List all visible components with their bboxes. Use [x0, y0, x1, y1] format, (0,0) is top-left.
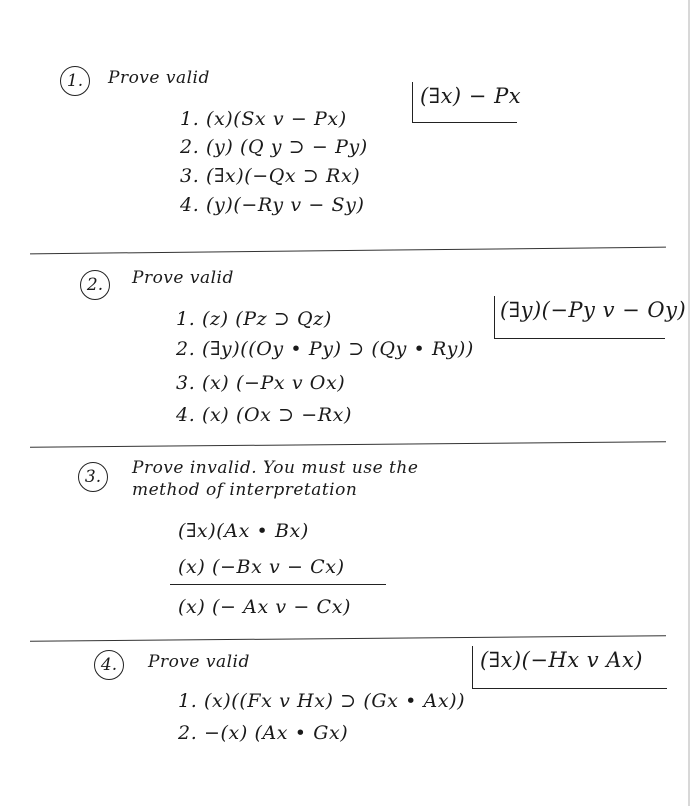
- problem-2-premise-2: 2. (∃y)((Oy • Py) ⊃ (Qy • Ry)): [176, 338, 474, 360]
- problem-3-conclusion: (x) (− Ax v − Cx): [178, 596, 352, 618]
- problem-2-premise-3: 3. (x) (−Px v Ox): [176, 372, 346, 394]
- problem-2-heading: Prove valid: [132, 268, 234, 288]
- problem-1-premise-4: 4. (y)(−Ry v − Sy): [180, 194, 365, 216]
- problem-3-heading-line-1: Prove invalid. You must use the: [132, 458, 419, 478]
- problem-4-number: 4.: [94, 650, 124, 680]
- problem-3-number: 3.: [78, 462, 108, 492]
- problem-1-premise-3: 3. (∃x)(−Qx ⊃ Rx): [180, 165, 361, 187]
- problem-4-premise-1: 1. (x)((Fx v Hx) ⊃ (Gx • Ax)): [178, 690, 466, 712]
- problem-2-conclusion: (∃y)(−Py v − Oy): [500, 298, 687, 322]
- problem-2-premise-4: 4. (x) (Ox ⊃ −Rx): [176, 404, 353, 426]
- problem-1-premise-1: 1. (x)(Sx v − Px): [180, 108, 347, 130]
- problem-1-conclusion: (∃x) − Px: [420, 84, 522, 108]
- problem-2-number: 2.: [80, 270, 110, 300]
- problem-3-premise-2: (x) (−Bx v − Cx): [178, 556, 345, 578]
- problem-4-heading: Prove valid: [148, 652, 250, 672]
- problem-2-premise-1: 1. (z) (Pz ⊃ Qz): [176, 308, 332, 330]
- page-edge: [688, 0, 690, 806]
- problem-3-heading-line-2: method of interpretation: [132, 480, 358, 500]
- problem-3-premise-1: (∃x)(Ax • Bx): [178, 520, 309, 542]
- problem-1-heading: Prove valid: [108, 68, 210, 88]
- section-divider: [30, 635, 666, 642]
- problem-1-premise-2: 2. (y) (Q y ⊃ − Py): [180, 136, 368, 158]
- problem-4-conclusion: (∃x)(−Hx v Ax): [480, 648, 643, 672]
- problem-4-premise-2: 2. −(x) (Ax • Gx): [178, 722, 349, 744]
- section-divider: [30, 441, 666, 448]
- problem-1-number: 1.: [60, 66, 90, 96]
- inference-line: [170, 584, 386, 585]
- section-divider: [30, 247, 666, 255]
